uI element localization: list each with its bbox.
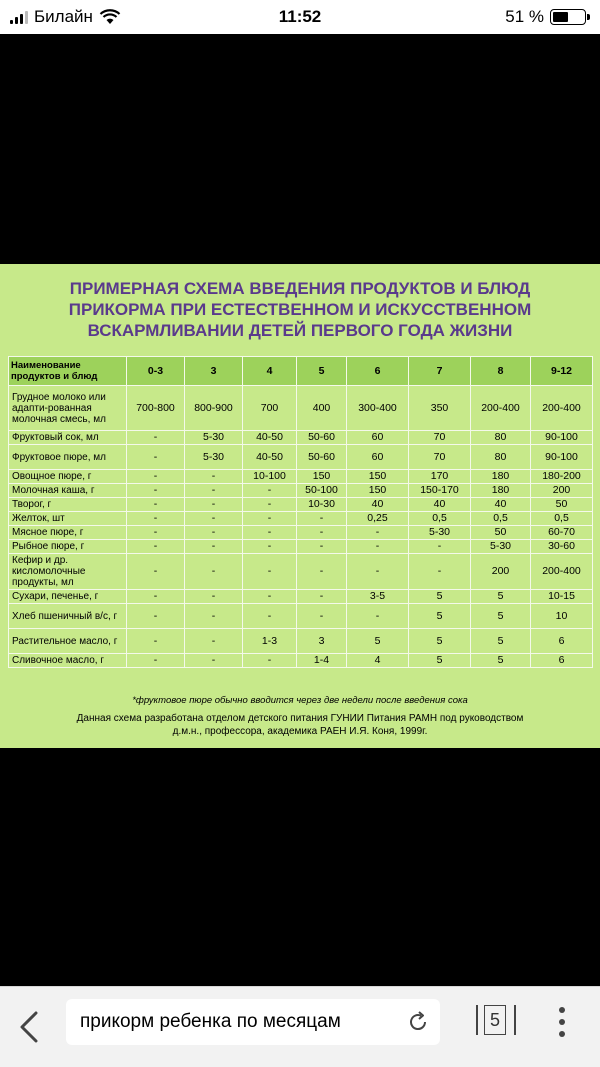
amount-cell: 0,5 xyxy=(471,512,531,526)
amount-cell: 90-100 xyxy=(531,431,593,445)
amount-cell: 3-5 xyxy=(347,590,409,604)
amount-cell: - xyxy=(243,654,297,668)
product-name-cell: Кефир и др. кисломолочные продукты, мл xyxy=(9,554,127,590)
amount-cell: 60 xyxy=(347,431,409,445)
amount-cell: - xyxy=(185,470,243,484)
table-row xyxy=(9,470,593,484)
amount-cell: 60 xyxy=(347,445,409,470)
amount-cell: 180-200 xyxy=(531,470,593,484)
feeding-table xyxy=(8,356,593,668)
amount-cell: - xyxy=(347,540,409,554)
table-row xyxy=(9,386,593,431)
amount-cell: - xyxy=(347,604,409,629)
amount-cell: 200-400 xyxy=(471,386,531,431)
amount-cell: - xyxy=(127,526,185,540)
amount-cell: 180 xyxy=(471,470,531,484)
amount-cell: - xyxy=(243,526,297,540)
amount-cell: 180 xyxy=(471,484,531,498)
amount-cell: - xyxy=(297,540,347,554)
amount-cell: - xyxy=(243,540,297,554)
amount-cell: - xyxy=(127,554,185,590)
footnote: *фруктовое пюре обычно вводится через две недели после введения сока xyxy=(132,695,468,706)
amount-cell: - xyxy=(243,512,297,526)
amount-cell: - xyxy=(127,590,185,604)
amount-cell: - xyxy=(243,604,297,629)
amount-cell: 50 xyxy=(471,526,531,540)
tabs-right-bar xyxy=(514,1005,516,1035)
amount-cell: - xyxy=(243,484,297,498)
amount-cell: 5 xyxy=(471,629,531,654)
amount-cell: 5-30 xyxy=(185,431,243,445)
credits-line-2: д.м.н., профессора, академика РАЕН И.Я. Коня, 1999г. xyxy=(172,726,428,737)
amount-cell: - xyxy=(127,604,185,629)
amount-cell: 50-60 xyxy=(297,445,347,470)
amount-cell: 60-70 xyxy=(531,526,593,540)
carrier-name: Билайн xyxy=(34,7,93,26)
amount-cell: - xyxy=(127,512,185,526)
table-row xyxy=(9,526,593,540)
table-row xyxy=(9,431,593,445)
header-age: 9-12 xyxy=(531,357,593,386)
battery-icon xyxy=(550,9,586,25)
product-name-cell: Молочная каша, г xyxy=(9,484,127,498)
amount-cell: 40-50 xyxy=(243,431,297,445)
amount-cell: - xyxy=(127,445,185,470)
amount-cell: 150 xyxy=(347,484,409,498)
amount-cell: 5 xyxy=(409,604,471,629)
menu-dot xyxy=(559,1019,565,1025)
amount-cell: - xyxy=(185,604,243,629)
header-age: 3 xyxy=(185,357,243,386)
amount-cell: - xyxy=(185,629,243,654)
product-name-cell: Желток, шт xyxy=(9,512,127,526)
status-right xyxy=(505,7,586,27)
amount-cell: - xyxy=(243,590,297,604)
amount-cell: - xyxy=(297,590,347,604)
amount-cell: 10-100 xyxy=(243,470,297,484)
amount-cell: 0,25 xyxy=(347,512,409,526)
amount-cell: - xyxy=(185,590,243,604)
credits xyxy=(8,712,592,738)
amount-cell: 50-60 xyxy=(297,431,347,445)
table-row xyxy=(9,484,593,498)
amount-cell: 5 xyxy=(347,629,409,654)
battery-fill xyxy=(553,12,568,22)
amount-cell: 200-400 xyxy=(531,386,593,431)
amount-cell: - xyxy=(127,629,185,654)
amount-cell: 5 xyxy=(471,654,531,668)
amount-cell: 10-15 xyxy=(531,590,593,604)
amount-cell: 50 xyxy=(531,498,593,512)
feeding-scheme-image[interactable] xyxy=(0,264,600,748)
table-row xyxy=(9,654,593,668)
table-row xyxy=(9,498,593,512)
product-name-cell: Сливочное масло, г xyxy=(9,654,127,668)
amount-cell: - xyxy=(185,540,243,554)
amount-cell: 40 xyxy=(471,498,531,512)
product-name-cell: Сухари, печенье, г xyxy=(9,590,127,604)
table-row xyxy=(9,512,593,526)
amount-cell: 800-900 xyxy=(185,386,243,431)
amount-cell: 0,5 xyxy=(531,512,593,526)
amount-cell: 5-30 xyxy=(409,526,471,540)
amount-cell: 5 xyxy=(409,590,471,604)
amount-cell: - xyxy=(185,498,243,512)
amount-cell: 6 xyxy=(531,629,593,654)
amount-cell: - xyxy=(127,431,185,445)
table-row xyxy=(9,554,593,590)
header-product: Наименование продуктов и блюд xyxy=(9,357,127,386)
amount-cell: - xyxy=(409,540,471,554)
amount-cell: 30-60 xyxy=(531,540,593,554)
amount-cell: 70 xyxy=(409,445,471,470)
amount-cell: 0,5 xyxy=(409,512,471,526)
table-header-row xyxy=(9,357,593,386)
amount-cell: 3 xyxy=(297,629,347,654)
amount-cell: 40 xyxy=(347,498,409,512)
amount-cell: - xyxy=(127,470,185,484)
amount-cell: - xyxy=(347,526,409,540)
amount-cell: 5 xyxy=(471,590,531,604)
back-button[interactable] xyxy=(10,1007,50,1047)
amount-cell: 4 xyxy=(347,654,409,668)
amount-cell: 90-100 xyxy=(531,445,593,470)
product-name-cell: Растительное масло, г xyxy=(9,629,127,654)
amount-cell: - xyxy=(297,526,347,540)
amount-cell: - xyxy=(185,484,243,498)
amount-cell: 400 xyxy=(297,386,347,431)
amount-cell: 40 xyxy=(409,498,471,512)
amount-cell: 50-100 xyxy=(297,484,347,498)
credits-line-1: Данная схема разработана отделом детского питания ГУНИИ Питания РАМН под руководством xyxy=(76,713,524,724)
amount-cell: - xyxy=(185,526,243,540)
amount-cell: 150-170 xyxy=(409,484,471,498)
amount-cell: 200 xyxy=(531,484,593,498)
amount-cell: 80 xyxy=(471,431,531,445)
menu-button[interactable] xyxy=(552,1005,572,1045)
amount-cell: 200 xyxy=(471,554,531,590)
browser-toolbar xyxy=(0,986,600,1067)
table-row xyxy=(9,629,593,654)
product-name-cell: Фруктовое пюре, мл xyxy=(9,445,127,470)
amount-cell: - xyxy=(127,484,185,498)
battery-percent: 51 % xyxy=(505,7,544,26)
address-bar[interactable] xyxy=(66,999,440,1045)
header-age: 6 xyxy=(347,357,409,386)
amount-cell: 6 xyxy=(531,654,593,668)
product-name-cell: Хлеб пшеничный в/с, г xyxy=(9,604,127,629)
amount-cell: 700-800 xyxy=(127,386,185,431)
title-line-1: ПРИМЕРНАЯ СХЕМА ВВЕДЕНИЯ ПРОДУКТОВ И БЛЮД xyxy=(69,279,531,298)
amount-cell: - xyxy=(185,512,243,526)
amount-cell: 150 xyxy=(347,470,409,484)
amount-cell: 150 xyxy=(297,470,347,484)
amount-cell: - xyxy=(127,498,185,512)
header-age: 4 xyxy=(243,357,297,386)
address-text[interactable]: прикорм ребенка по месяцам xyxy=(80,1011,341,1032)
menu-dot xyxy=(559,1031,565,1037)
amount-cell: - xyxy=(297,554,347,590)
amount-cell: 350 xyxy=(409,386,471,431)
table-row xyxy=(9,445,593,470)
amount-cell: 10-30 xyxy=(297,498,347,512)
amount-cell: 80 xyxy=(471,445,531,470)
header-age: 0-3 xyxy=(127,357,185,386)
amount-cell: - xyxy=(297,512,347,526)
amount-cell: - xyxy=(127,654,185,668)
reload-icon[interactable] xyxy=(406,1010,430,1034)
header-age: 7 xyxy=(409,357,471,386)
amount-cell: - xyxy=(243,498,297,512)
product-name-cell: Фруктовый сок, мл xyxy=(9,431,127,445)
amount-cell: 300-400 xyxy=(347,386,409,431)
status-bar xyxy=(0,0,600,34)
amount-cell: 5-30 xyxy=(185,445,243,470)
amount-cell: 700 xyxy=(243,386,297,431)
header-age: 5 xyxy=(297,357,347,386)
amount-cell: - xyxy=(127,540,185,554)
amount-cell: 70 xyxy=(409,431,471,445)
amount-cell: - xyxy=(185,554,243,590)
product-name-cell: Творог, г xyxy=(9,498,127,512)
amount-cell: 40-50 xyxy=(243,445,297,470)
tabs-left-bar xyxy=(476,1005,478,1035)
amount-cell: 5-30 xyxy=(471,540,531,554)
amount-cell: - xyxy=(185,654,243,668)
amount-cell: 170 xyxy=(409,470,471,484)
clock: 11:52 xyxy=(278,7,322,26)
amount-cell: 1-3 xyxy=(243,629,297,654)
image-title xyxy=(0,278,600,341)
amount-cell: 10 xyxy=(531,604,593,629)
table-body xyxy=(9,386,593,668)
tab-count: 5 xyxy=(484,1005,506,1035)
menu-dot xyxy=(559,1007,565,1013)
chevron-left-icon xyxy=(10,1007,50,1047)
amount-cell: 5 xyxy=(409,654,471,668)
amount-cell: - xyxy=(409,554,471,590)
amount-cell: 5 xyxy=(409,629,471,654)
amount-cell: - xyxy=(243,554,297,590)
product-name-cell: Грудное молоко или адапти-рованная молочная смесь, мл xyxy=(9,386,127,431)
table-row xyxy=(9,604,593,629)
amount-cell: 5 xyxy=(471,604,531,629)
title-line-2: ПРИКОРМА ПРИ ЕСТЕСТВЕННОМ И ИСКУССТВЕННОМ xyxy=(68,300,532,319)
amount-cell: 1-4 xyxy=(297,654,347,668)
amount-cell: - xyxy=(347,554,409,590)
table-row xyxy=(9,540,593,554)
amount-cell: 200-400 xyxy=(531,554,593,590)
tabs-button[interactable] xyxy=(474,1001,518,1045)
product-name-cell: Мясное пюре, г xyxy=(9,526,127,540)
product-name-cell: Овощное пюре, г xyxy=(9,470,127,484)
product-name-cell: Рыбное пюре, г xyxy=(9,540,127,554)
title-line-3: ВСКАРМЛИВАНИИ ДЕТЕЙ ПЕРВОГО ГОДА ЖИЗНИ xyxy=(87,321,513,340)
table-row xyxy=(9,590,593,604)
header-age: 8 xyxy=(471,357,531,386)
amount-cell: - xyxy=(297,604,347,629)
